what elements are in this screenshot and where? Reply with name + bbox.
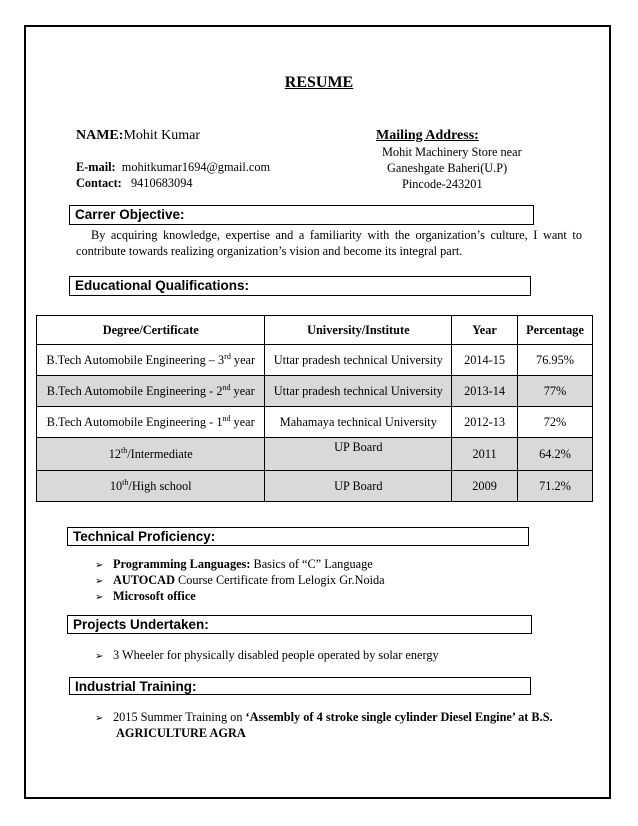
- degree-suffix: year: [230, 352, 256, 367]
- degree-sup: th: [122, 477, 129, 487]
- degree-sup: th: [120, 445, 128, 455]
- university-cell: UP Board: [265, 471, 452, 502]
- degree-sup: nd: [222, 413, 231, 423]
- year-cell: 2014-15: [452, 345, 518, 376]
- table-row: [37, 471, 593, 502]
- degree-text: 10: [109, 478, 123, 493]
- mailing-line-2: Ganeshgate Baheri(U.P): [387, 161, 508, 175]
- list-item: [95, 648, 439, 664]
- percentage-cell: 76.95%: [518, 345, 593, 376]
- header-year: Year: [452, 316, 518, 345]
- degree-suffix: year: [230, 383, 255, 398]
- arrow-bullet-icon: ➢: [95, 713, 104, 724]
- contact-value: 9410683094: [131, 176, 193, 190]
- header-percentage: Percentage: [518, 316, 593, 345]
- email-label: E-mail:: [76, 160, 116, 174]
- mailing-address-heading: Mailing Address:: [376, 128, 479, 143]
- degree-suffix: /High school: [128, 478, 192, 493]
- degree-text: B.Tech Automobile Engineering - 2: [46, 383, 223, 398]
- contact-line: [76, 176, 192, 191]
- mailing-line-1: Mohit Machinery Store near: [382, 145, 522, 159]
- arrow-bullet-icon: ➢: [95, 560, 104, 571]
- degree-sup: rd: [224, 351, 231, 361]
- year-cell: 2011: [452, 438, 518, 471]
- year-cell: 2009: [452, 471, 518, 502]
- arrow-bullet-icon: ➢: [95, 592, 104, 603]
- degree-cell: [37, 438, 265, 471]
- technical-list: [95, 557, 385, 605]
- item-text: Course Certificate from Lelogix Gr.Noida: [174, 573, 385, 587]
- email-line: [76, 160, 270, 175]
- table-row: [37, 407, 593, 438]
- header-degree: Degree/Certificate: [37, 316, 265, 345]
- year-cell: 2013-14: [452, 376, 518, 407]
- list-item: [95, 573, 385, 589]
- technical-heading: Technical Proficiency:: [67, 527, 529, 546]
- item-text: Basics of “C” Language: [250, 557, 373, 571]
- percentage-cell: 72%: [518, 407, 593, 438]
- table-row: [37, 438, 593, 471]
- table-header-row: [37, 316, 593, 345]
- degree-cell: [37, 407, 265, 438]
- item-text: 3 Wheeler for physically disabled people operated by solar energy: [113, 648, 439, 662]
- arrow-bullet-icon: ➢: [95, 576, 104, 587]
- degree-text: B.Tech Automobile Engineering – 3: [46, 352, 225, 367]
- year-cell: 2012-13: [452, 407, 518, 438]
- training-heading: Industrial Training:: [69, 677, 531, 695]
- arrow-bullet-icon: ➢: [95, 651, 104, 662]
- resume-title: RESUME: [284, 74, 354, 91]
- item-bold: Programming Languages:: [113, 557, 251, 571]
- contact-label: Contact:: [76, 176, 122, 190]
- table-row: [37, 345, 593, 376]
- projects-heading: Projects Undertaken:: [67, 615, 532, 634]
- table-row: [37, 376, 593, 407]
- list-item-continuation: [95, 726, 553, 741]
- header-university: University/Institute: [265, 316, 452, 345]
- item-bold: AGRICULTURE AGRA: [116, 726, 246, 740]
- objective-heading: Carrer Objective:: [69, 205, 534, 225]
- objective-text: [76, 227, 582, 259]
- name-label: NAME:: [76, 128, 124, 143]
- training-list: [95, 710, 553, 741]
- email-value: mohitkumar1694@gmail.com: [121, 160, 271, 174]
- item-bold: AUTOCAD: [113, 573, 175, 587]
- list-item: [95, 557, 385, 573]
- degree-sup: nd: [222, 382, 231, 392]
- degree-text: 12: [108, 446, 121, 461]
- university-cell: Mahamaya technical University: [265, 407, 452, 438]
- item-bold: ‘Assembly of 4 stroke single cylinder Diesel Engine’ at B.S.: [245, 710, 553, 724]
- item-text: 2015 Summer Training on: [113, 710, 246, 724]
- projects-list: [95, 648, 439, 664]
- university-cell: Uttar pradesh technical University: [265, 345, 452, 376]
- list-item: [95, 710, 553, 726]
- degree-cell: [37, 471, 265, 502]
- university-cell: Uttar pradesh technical University: [265, 376, 452, 407]
- degree-cell: [37, 376, 265, 407]
- name-value: Mohit Kumar: [123, 128, 201, 143]
- mailing-line-3: Pincode-243201: [402, 177, 483, 191]
- university-cell: UP Board: [265, 438, 452, 471]
- percentage-cell: 64.2%: [518, 438, 593, 471]
- education-heading: Educational Qualifications:: [69, 276, 531, 296]
- degree-text: B.Tech Automobile Engineering - 1: [46, 414, 223, 429]
- item-bold: Microsoft office: [113, 589, 196, 603]
- list-item: [95, 589, 385, 605]
- degree-cell: [37, 345, 265, 376]
- degree-suffix: year: [230, 414, 255, 429]
- education-table: [36, 315, 593, 502]
- percentage-cell: 71.2%: [518, 471, 593, 502]
- degree-suffix: /Intermediate: [127, 446, 193, 461]
- objective-paragraph: By acquiring knowledge, expertise and a familiarity with the organization’s culture, I want to contribute towards realizing organization’s vision and become its integral part.: [76, 228, 582, 258]
- name-line: [76, 128, 200, 144]
- percentage-cell: 77%: [518, 376, 593, 407]
